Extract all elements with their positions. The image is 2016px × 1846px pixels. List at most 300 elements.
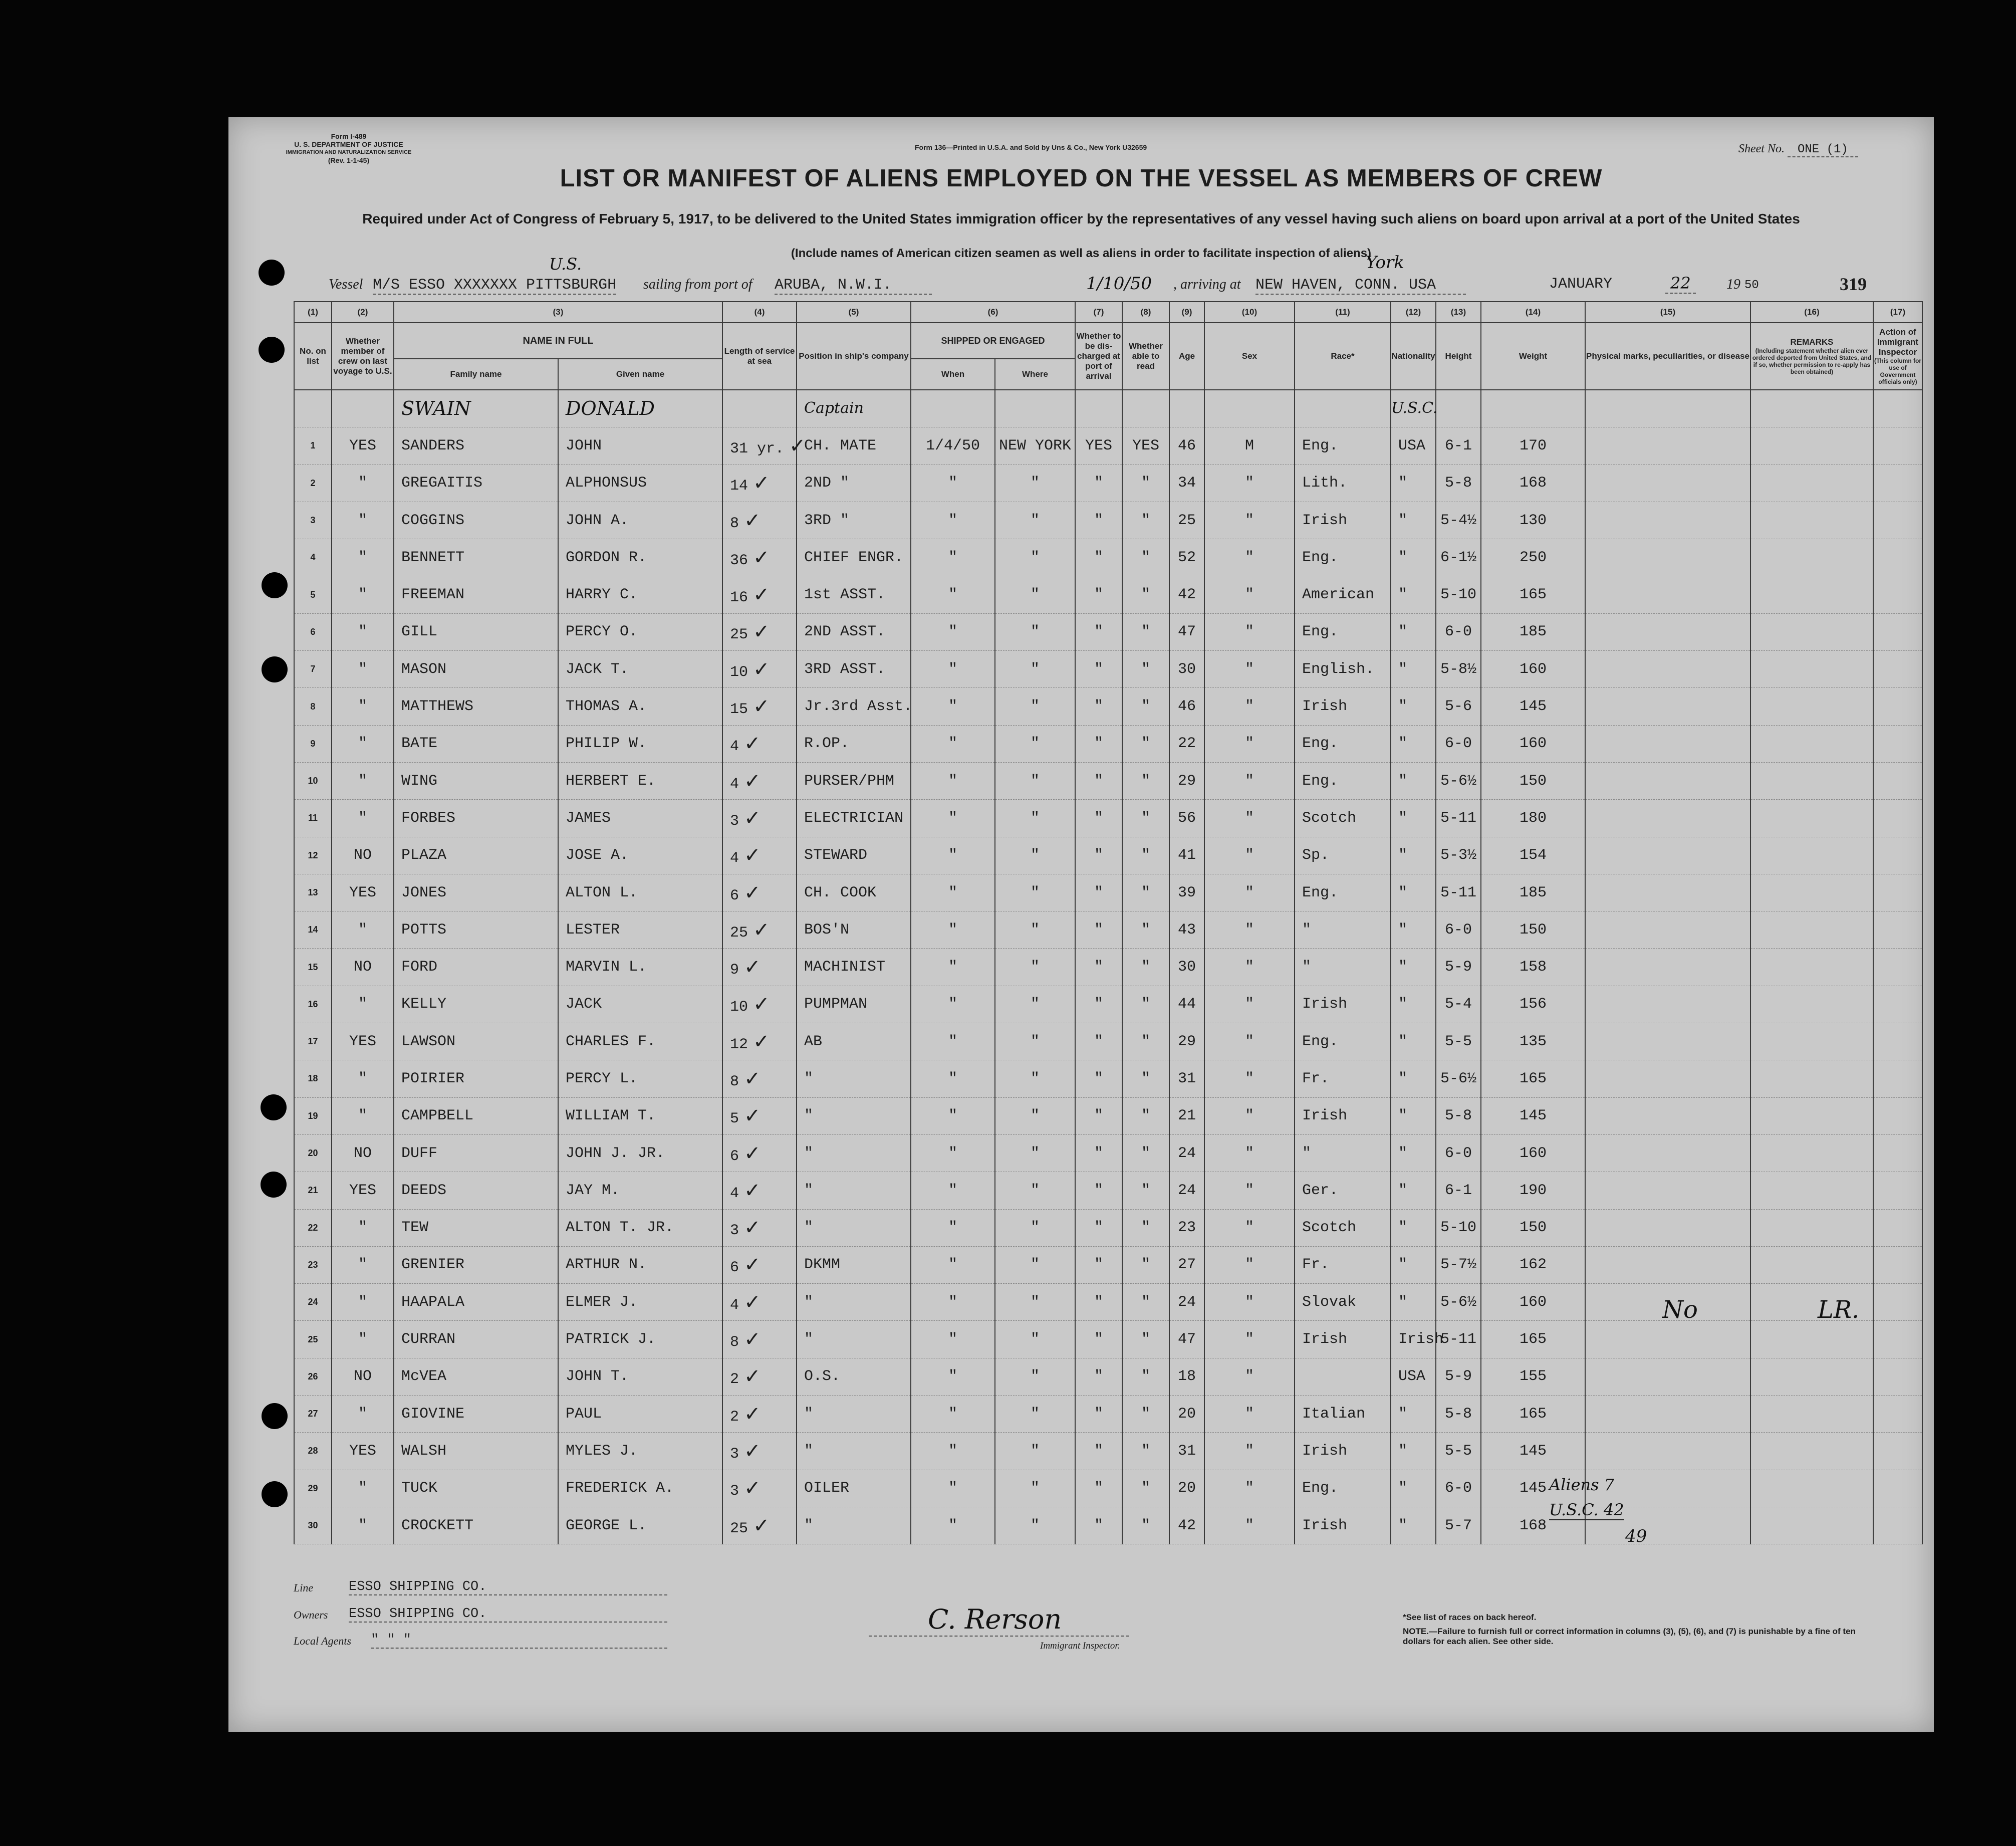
punch-hole — [262, 572, 288, 598]
given-name: JOHN T. — [566, 1368, 629, 1386]
crew-row — [294, 1209, 1922, 1246]
action-cell — [1873, 1470, 1922, 1507]
nationality: " — [1398, 1033, 1408, 1050]
physical-marks-cell — [1585, 613, 1750, 650]
check-mark-icon: ✓ — [753, 695, 770, 719]
member-last-voyage: " — [358, 1293, 367, 1311]
family-name: SANDERS — [401, 437, 465, 454]
ship-position: BOS'N — [804, 921, 850, 939]
race: Fr. — [1302, 1070, 1330, 1087]
member-last-voyage: " — [358, 1331, 367, 1348]
check-mark-icon: ✓ — [753, 657, 770, 681]
able-to-read: " — [1141, 1405, 1150, 1423]
weight: 158 — [1519, 959, 1547, 976]
nationality: " — [1398, 698, 1408, 716]
weight: 170 — [1519, 437, 1547, 454]
shipped-when: " — [948, 586, 957, 604]
length-of-service: 9 — [730, 962, 739, 979]
handwritten-family: SWAIN — [401, 397, 471, 420]
given-name: JAMES — [566, 809, 611, 827]
able-to-read: " — [1141, 996, 1150, 1013]
nationality: " — [1398, 1480, 1408, 1497]
age: 29 — [1177, 772, 1196, 790]
nationality: " — [1398, 1517, 1408, 1534]
crew-row — [294, 762, 1922, 799]
action-cell — [1873, 465, 1922, 502]
weight: 168 — [1519, 1517, 1547, 1534]
family-name: CURRAN — [401, 1331, 456, 1348]
check-mark-icon: ✓ — [744, 881, 761, 904]
ship-position: 3RD ASST. — [804, 660, 886, 678]
sex: " — [1244, 735, 1254, 753]
remarks-cell — [1750, 1358, 1873, 1395]
crew-row — [294, 986, 1922, 1023]
tally-total: 49 — [1625, 1526, 1647, 1546]
shipped-when: " — [948, 475, 957, 492]
col-num-12: (12) — [1391, 302, 1436, 323]
length-of-service: 10 — [730, 999, 748, 1016]
check-mark-icon: ✓ — [744, 1179, 761, 1202]
height: 5-9 — [1444, 959, 1472, 976]
arrival-day: 22 — [1665, 274, 1696, 294]
family-name: DEEDS — [401, 1182, 447, 1199]
weight: 185 — [1519, 623, 1547, 641]
row-number: 7 — [310, 664, 316, 674]
shipped-when: " — [948, 1182, 957, 1199]
punch-hole — [262, 656, 288, 682]
col-num-7: (7) — [1075, 302, 1122, 323]
discharged: " — [1094, 772, 1103, 790]
given-name: WILLIAM T. — [566, 1107, 656, 1125]
crew-row — [294, 1134, 1922, 1172]
race: Eng. — [1302, 623, 1339, 641]
check-mark-icon: ✓ — [744, 1290, 761, 1314]
vessel-annotation: U.S. — [549, 255, 582, 274]
row-number: 26 — [308, 1371, 318, 1381]
physical-marks-cell — [1585, 1060, 1750, 1097]
age: 44 — [1177, 996, 1196, 1013]
family-name: GRENIER — [401, 1256, 465, 1274]
physical-marks-cell — [1585, 1023, 1750, 1060]
check-mark-icon: ✓ — [753, 583, 770, 607]
col-num-13: (13) — [1436, 302, 1481, 323]
age: 20 — [1177, 1405, 1196, 1423]
sex: " — [1244, 475, 1254, 492]
hdr-where: Where — [995, 359, 1075, 390]
ship-position: 3RD " — [804, 512, 850, 529]
ship-position: 1st ASST. — [804, 586, 886, 604]
sex: " — [1244, 921, 1254, 939]
race: Scotch — [1302, 809, 1357, 827]
able-to-read: " — [1141, 921, 1150, 939]
nationality: " — [1398, 1144, 1408, 1162]
height: 5-4 — [1444, 996, 1472, 1013]
row-number: 27 — [308, 1409, 318, 1419]
shipped-where: " — [1030, 1405, 1040, 1423]
remarks-cell — [1750, 539, 1873, 576]
physical-marks-cell — [1585, 651, 1750, 688]
row-number: 18 — [308, 1073, 318, 1084]
action-cell — [1873, 1246, 1922, 1283]
race: " — [1302, 1144, 1312, 1162]
manifest-subtitle: Required under Act of Congress of February 5, 1917, to be delivered to the United States immigration officer by the representatives of any vessel having such aliens on board upon arrival at a port of the United States — [362, 211, 1800, 226]
shipped-where: " — [1030, 959, 1040, 976]
race: English. — [1302, 660, 1375, 678]
sex: " — [1244, 1368, 1254, 1386]
physical-marks-cell — [1585, 800, 1750, 837]
ship-position: CHIEF ENGR. — [804, 549, 904, 566]
length-of-service: 8 — [730, 1073, 739, 1090]
weight: 150 — [1519, 1219, 1547, 1237]
sex: " — [1244, 1442, 1254, 1460]
given-name: JOHN J. JR. — [566, 1144, 665, 1162]
sex: " — [1244, 1331, 1254, 1348]
action-cell — [1873, 837, 1922, 874]
age: 31 — [1177, 1442, 1196, 1460]
shipped-when: " — [948, 1517, 957, 1534]
crew-row — [294, 725, 1922, 762]
row-number: 11 — [308, 813, 318, 823]
action-cell — [1873, 1172, 1922, 1209]
length-of-service: 3 — [730, 1483, 739, 1500]
nationality: " — [1398, 1219, 1408, 1237]
age: 56 — [1177, 809, 1196, 827]
hdr-remarks-note: (Including statement whether alien ever ordered deported from United States, and if so, whether permission to re-apply has been obtained) — [1752, 347, 1872, 375]
action-cell — [1873, 986, 1922, 1023]
punch-hole — [262, 1403, 288, 1429]
shipped-where: NEW YORK — [998, 437, 1072, 454]
given-name: GORDON R. — [566, 549, 647, 566]
discharged: " — [1094, 549, 1103, 566]
shipped-when: " — [948, 1368, 957, 1386]
age: 22 — [1177, 735, 1196, 753]
shipped-when: " — [948, 1405, 957, 1423]
handwritten-given: DONALD — [566, 397, 655, 420]
race: Eng. — [1302, 437, 1339, 454]
check-mark-icon: ✓ — [744, 844, 761, 867]
check-mark-icon: ✓ — [753, 1514, 770, 1537]
height: 5-9 — [1444, 1368, 1472, 1386]
height: 5-6½ — [1440, 772, 1476, 790]
sex: " — [1244, 1070, 1254, 1087]
shipped-when: " — [948, 660, 957, 678]
action-cell — [1873, 1507, 1922, 1544]
physical-marks-cell — [1585, 725, 1750, 762]
sex: " — [1244, 586, 1254, 604]
discharged: " — [1094, 847, 1103, 864]
col-num-5: (5) — [797, 302, 911, 323]
discharged: " — [1094, 996, 1103, 1013]
length-of-service: 25 — [730, 1520, 748, 1537]
family-name: FORD — [401, 959, 438, 976]
given-name: ALTON L. — [566, 884, 638, 901]
nationality: USA — [1398, 1368, 1426, 1386]
physical-marks-cell — [1585, 576, 1750, 613]
shipped-where: " — [1030, 1517, 1040, 1534]
length-of-service: 3 — [730, 812, 739, 830]
family-name: BENNETT — [401, 549, 465, 566]
weight: 165 — [1519, 1070, 1547, 1087]
family-name: HAAPALA — [401, 1293, 465, 1311]
row-number: 8 — [310, 701, 316, 712]
check-mark-icon: ✓ — [744, 1104, 761, 1128]
height: 6-1 — [1444, 437, 1472, 454]
member-last-voyage: " — [358, 1517, 367, 1534]
ship-position: " — [804, 1331, 814, 1348]
col-num-10: (10) — [1204, 302, 1295, 323]
check-mark-icon: ✓ — [744, 1216, 761, 1240]
row25-action: LR. — [1818, 1296, 1860, 1324]
hdr-name-in-full: NAME IN FULL — [394, 323, 722, 359]
physical-marks-cell — [1585, 427, 1750, 465]
nationality: " — [1398, 549, 1408, 566]
check-mark-icon: ✓ — [753, 918, 770, 942]
remarks-cell — [1750, 1507, 1873, 1544]
weight: 160 — [1519, 1144, 1547, 1162]
member-last-voyage: YES — [349, 437, 376, 454]
remarks-cell — [1750, 1321, 1873, 1358]
row-number: 2 — [310, 478, 316, 488]
able-to-read: " — [1141, 809, 1150, 827]
shipped-when: " — [948, 623, 957, 641]
height: 5-7½ — [1440, 1256, 1476, 1274]
shipped-when: " — [948, 809, 957, 827]
height: 5-8½ — [1440, 660, 1476, 678]
given-name: PERCY O. — [566, 623, 638, 641]
given-name: GEORGE L. — [566, 1517, 647, 1534]
family-name: TEW — [401, 1219, 429, 1237]
member-last-voyage: NO — [353, 1368, 372, 1386]
sex: M — [1244, 437, 1254, 454]
sex: " — [1244, 996, 1254, 1013]
punch-hole — [261, 1094, 287, 1120]
length-of-service: 8 — [730, 515, 739, 532]
age: 39 — [1177, 884, 1196, 901]
given-name: THOMAS A. — [566, 698, 647, 716]
ship-position: " — [804, 1070, 814, 1087]
given-name: JACK T. — [566, 660, 629, 678]
sex: " — [1244, 1182, 1254, 1199]
length-of-service: 25 — [730, 626, 748, 644]
check-mark-icon: ✓ — [744, 732, 761, 756]
handwritten-position: Captain — [804, 399, 864, 417]
race: Ger. — [1302, 1182, 1339, 1199]
hdr-member-last-voyage: Whether member of crew on last voyage to U.S. — [332, 323, 394, 390]
shipped-where: " — [1030, 1107, 1040, 1125]
height: 6-0 — [1444, 735, 1472, 753]
shipped-when: 1/4/50 — [925, 437, 980, 454]
crew-rows — [294, 390, 1922, 1544]
owners-value: ESSO SHIPPING CO. — [349, 1606, 667, 1623]
ship-position: DKMM — [804, 1256, 841, 1274]
col-num-15: (15) — [1585, 302, 1750, 323]
vessel-value: M/S ESSO XXXXXXX PITTSBURGH — [373, 277, 617, 294]
ship-position: CH. COOK — [804, 884, 877, 901]
height: 5-10 — [1440, 1219, 1476, 1237]
shipped-where: " — [1030, 1219, 1040, 1237]
ship-position: " — [804, 1442, 814, 1460]
family-name: GREGAITIS — [401, 475, 483, 492]
race: Sp. — [1302, 847, 1330, 864]
action-cell — [1873, 651, 1922, 688]
ship-position: OILER — [804, 1480, 850, 1497]
height: 6-0 — [1444, 921, 1472, 939]
ship-position: " — [804, 1517, 814, 1534]
crew-row — [294, 1246, 1922, 1283]
shipped-when: " — [948, 921, 957, 939]
agents-label: Local Agents — [294, 1635, 352, 1647]
age: 46 — [1177, 437, 1196, 454]
race: Italian — [1302, 1405, 1366, 1423]
inspector-label: Immigrant Inspector. — [1040, 1641, 1120, 1651]
length-of-service: 6 — [730, 1147, 739, 1165]
age: 52 — [1177, 549, 1196, 566]
crew-row — [294, 651, 1922, 688]
remarks-cell — [1750, 911, 1873, 949]
col-num-11: (11) — [1295, 302, 1391, 323]
family-name: BATE — [401, 735, 438, 753]
height: 6-1½ — [1440, 549, 1476, 566]
remarks-cell — [1750, 1396, 1873, 1433]
row-number: 12 — [308, 850, 318, 860]
arrival-month: JANUARY — [1549, 276, 1613, 293]
weight: 155 — [1519, 1368, 1547, 1386]
length-of-service: 6 — [730, 887, 739, 904]
weight: 165 — [1519, 586, 1547, 604]
inspector-signature: C. Rerson — [928, 1603, 1062, 1635]
race: Irish — [1302, 512, 1348, 529]
check-mark-icon: ✓ — [744, 806, 761, 830]
race: American — [1302, 586, 1375, 604]
member-last-voyage: " — [358, 549, 367, 566]
discharged: " — [1094, 1293, 1103, 1311]
col-num-17: (17) — [1873, 302, 1922, 323]
hdr-sex: Sex — [1204, 323, 1295, 390]
penalty-note: NOTE.—Failure to furnish full or correct information in columns (3), (5), (6), and (7) is punishable by a fine of ten dollars for each alien. See other side. — [1403, 1627, 1856, 1646]
shipped-where: " — [1030, 586, 1040, 604]
length-of-service: 4 — [730, 738, 739, 756]
crew-row — [294, 911, 1922, 949]
hdr-no-on-list: No. on list — [294, 323, 332, 390]
check-mark-icon: ✓ — [753, 1030, 770, 1053]
crew-row — [294, 949, 1922, 986]
remarks-cell — [1750, 986, 1873, 1023]
shipped-where: " — [1030, 1368, 1040, 1386]
row-number: 28 — [308, 1446, 318, 1456]
check-mark-icon: ✓ — [753, 993, 770, 1016]
shipped-when: " — [948, 884, 957, 901]
able-to-read: " — [1141, 475, 1150, 492]
discharged: " — [1094, 1331, 1103, 1348]
check-mark-icon: ✓ — [744, 1328, 761, 1351]
member-last-voyage: NO — [353, 1144, 372, 1162]
age: 47 — [1177, 1331, 1196, 1348]
remarks-cell — [1750, 1470, 1873, 1507]
remarks-cell — [1750, 762, 1873, 799]
row-number: 10 — [308, 776, 318, 786]
nationality: " — [1398, 772, 1408, 790]
remarks-cell — [1750, 1172, 1873, 1209]
nationality: " — [1398, 921, 1408, 939]
action-cell — [1873, 1097, 1922, 1134]
physical-marks-cell — [1585, 1172, 1750, 1209]
crew-row — [294, 1433, 1922, 1470]
family-name: FREEMAN — [401, 586, 465, 604]
remarks-cell — [1750, 1433, 1873, 1470]
weight: 150 — [1519, 921, 1547, 939]
able-to-read: " — [1141, 1182, 1150, 1199]
family-name: LAWSON — [401, 1033, 456, 1050]
printer-line: Form 136—Printed in U.S.A. and Sold by Uns & Co., New York U32659 — [915, 143, 1147, 151]
hdr-action-title: Action of Immigrant Inspector — [1877, 327, 1919, 357]
hdr-given-name: Given name — [558, 359, 722, 390]
age: 25 — [1177, 512, 1196, 529]
given-name: JOHN — [566, 437, 602, 454]
shipped-where: " — [1030, 475, 1040, 492]
shipped-when: " — [948, 772, 957, 790]
ship-position: Jr.3rd Asst. — [804, 698, 913, 716]
check-mark-icon: ✓ — [744, 509, 761, 532]
member-last-voyage: " — [358, 809, 367, 827]
shipped-where: " — [1030, 809, 1040, 827]
row-number: 1 — [310, 440, 316, 451]
physical-marks-cell — [1585, 837, 1750, 874]
race: Fr. — [1302, 1256, 1330, 1274]
crew-table — [294, 301, 1923, 1544]
crew-row — [294, 427, 1922, 465]
sex: " — [1244, 1405, 1254, 1423]
handwritten-row — [294, 390, 1922, 427]
weight: 250 — [1519, 549, 1547, 566]
able-to-read: " — [1141, 1331, 1150, 1348]
ship-position: " — [804, 1144, 814, 1162]
length-of-service: 5 — [730, 1110, 739, 1128]
height: 6-0 — [1444, 623, 1472, 641]
given-name: PAUL — [566, 1405, 602, 1423]
manifest-sheet — [228, 117, 1934, 1732]
action-cell — [1873, 1396, 1922, 1433]
row-number: 13 — [308, 887, 318, 897]
family-name: KELLY — [401, 996, 447, 1013]
sex: " — [1244, 1107, 1254, 1125]
shipped-where: " — [1030, 1033, 1040, 1050]
able-to-read: " — [1141, 1293, 1150, 1311]
given-name: HERBERT E. — [566, 772, 656, 790]
able-to-read: YES — [1132, 437, 1159, 454]
able-to-read: " — [1141, 735, 1150, 753]
row-number: 20 — [308, 1148, 318, 1159]
form-edition: (Rev. 1-1-45) — [328, 156, 370, 164]
arriving-annotation: York — [1366, 253, 1404, 273]
action-cell — [1873, 1060, 1922, 1097]
remarks-cell — [1750, 837, 1873, 874]
shipped-where: " — [1030, 698, 1040, 716]
member-last-voyage: " — [358, 475, 367, 492]
given-name: MARVIN L. — [566, 959, 647, 976]
able-to-read: " — [1141, 549, 1150, 566]
row-number: 3 — [310, 515, 316, 526]
age: 42 — [1177, 1517, 1196, 1534]
row-number: 25 — [308, 1334, 318, 1344]
remarks-cell — [1750, 949, 1873, 986]
ship-position: 2ND " — [804, 475, 850, 492]
row-number: 6 — [310, 626, 316, 637]
arrival-year-prefix: 19 — [1726, 277, 1740, 292]
discharged: " — [1094, 1144, 1103, 1162]
sheet-number: 319 — [1840, 274, 1867, 294]
action-cell — [1873, 800, 1922, 837]
hdr-action-note: (This column for use of Government officials only) — [1874, 357, 1921, 385]
